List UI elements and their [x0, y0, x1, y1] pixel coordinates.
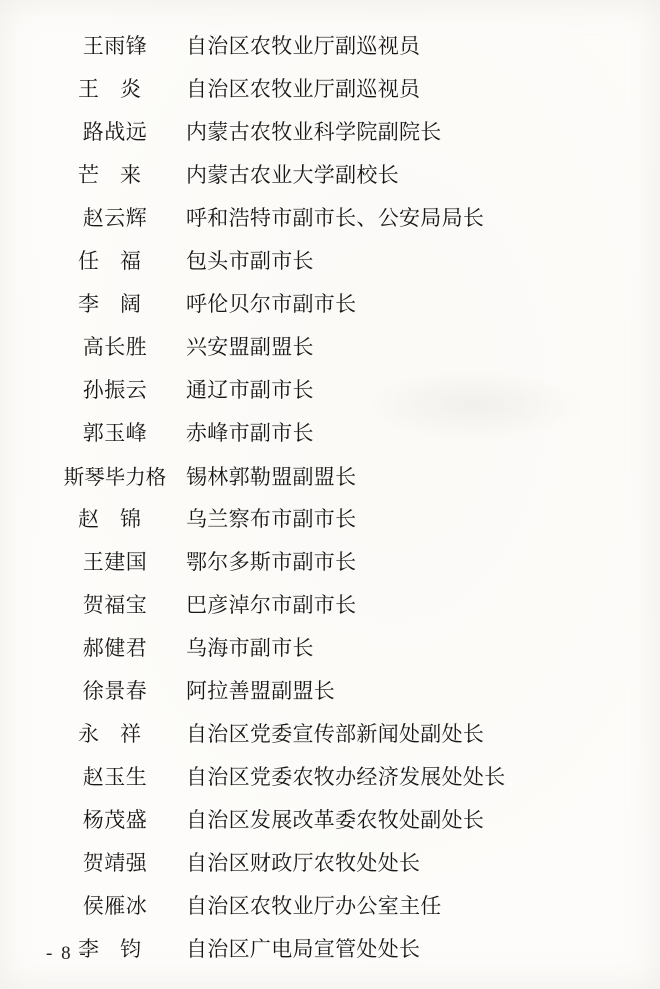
- roster-entry: [56, 331, 604, 374]
- roster-entry: [56, 374, 604, 417]
- roster-entry: [56, 202, 604, 245]
- roster-entry: [56, 30, 604, 73]
- entry-name: 郭玉峰: [82, 421, 148, 445]
- roster-entry: [56, 632, 604, 675]
- roster-entry: [56, 589, 604, 632]
- roster-entry: [56, 159, 604, 202]
- entry-name: 孙振云: [82, 378, 148, 402]
- entry-title: 阿拉善盟副盟长: [186, 679, 336, 703]
- entry-name: 赵云辉: [82, 206, 148, 230]
- roster-entry: [56, 417, 604, 460]
- entry-title: 内蒙古农牧业科学院副院长: [186, 120, 442, 144]
- entry-title: 自治区农牧业厅副巡视员: [186, 77, 421, 101]
- entry-name: 赵玉生: [82, 765, 148, 789]
- entry-title: 内蒙古农业大学副校长: [186, 163, 399, 187]
- roster-entry: [56, 546, 604, 589]
- entry-name: 侯雁冰: [82, 894, 148, 918]
- name-title-roster: [56, 30, 604, 976]
- entry-title: 鄂尔多斯市副市长: [186, 550, 357, 574]
- entry-name: 路战远: [82, 120, 148, 144]
- entry-title: 自治区广电局宣管处处长: [186, 937, 421, 961]
- roster-entry: [56, 73, 604, 116]
- entry-title: 乌海市副市长: [186, 636, 314, 660]
- roster-entry: [56, 718, 604, 761]
- entry-name: 李 阔: [78, 292, 141, 316]
- entry-title: 巴彦淖尔市副市长: [186, 593, 357, 617]
- entry-title: 兴安盟副盟长: [186, 335, 314, 359]
- page-footer: [0, 943, 660, 965]
- entry-name: 赵 锦: [78, 507, 141, 531]
- entry-title: 乌兰察布市副市长: [186, 507, 357, 531]
- roster-entry: [56, 847, 604, 890]
- entry-title: 自治区党委农牧办经济发展处处长: [186, 765, 506, 789]
- entry-name: 杨茂盛: [82, 808, 148, 832]
- entry-name: 王 炎: [78, 77, 141, 101]
- roster-entry: [56, 890, 604, 933]
- entry-title: 自治区财政厅农牧处处长: [186, 851, 421, 875]
- entry-name: 斯琴毕力格: [63, 467, 167, 489]
- roster-entry: [56, 288, 604, 331]
- entry-name: 芒 来: [78, 163, 141, 187]
- roster-entry: [56, 675, 604, 718]
- roster-entry: [56, 460, 604, 503]
- page-number: - 8 -: [46, 943, 88, 964]
- entry-name: 郝健君: [82, 636, 148, 660]
- entry-name: 王建国: [82, 550, 148, 574]
- roster-entry: [56, 804, 604, 847]
- entry-title: 包头市副市长: [186, 249, 314, 273]
- entry-name: 贺福宝: [82, 593, 148, 617]
- entry-title: 锡林郭勒盟副盟长: [186, 465, 357, 489]
- entry-title: 通辽市副市长: [186, 378, 314, 402]
- entry-name: 任 福: [78, 249, 141, 273]
- roster-entry: [56, 503, 604, 546]
- entry-name: 永 祥: [78, 722, 141, 746]
- roster-entry: [56, 761, 604, 804]
- entry-title: 自治区党委宣传部新闻处副处长: [186, 722, 485, 746]
- entry-name: 高长胜: [82, 335, 148, 359]
- entry-name: 王雨锋: [82, 34, 148, 58]
- entry-title: 赤峰市副市长: [186, 421, 314, 445]
- roster-entry: [56, 116, 604, 159]
- entry-name: 贺靖强: [82, 851, 148, 875]
- roster-entry: [56, 245, 604, 288]
- entry-name: 徐景春: [82, 679, 148, 703]
- entry-title: 自治区发展改革委农牧处副处长: [186, 808, 485, 832]
- entry-title: 呼伦贝尔市副市长: [186, 292, 357, 316]
- entry-title: 呼和浩特市副市长、公安局局长: [186, 206, 485, 230]
- entry-title: 自治区农牧业厅副巡视员: [186, 34, 421, 58]
- entry-name: 李 钧: [78, 937, 141, 961]
- entry-title: 自治区农牧业厅办公室主任: [186, 894, 442, 918]
